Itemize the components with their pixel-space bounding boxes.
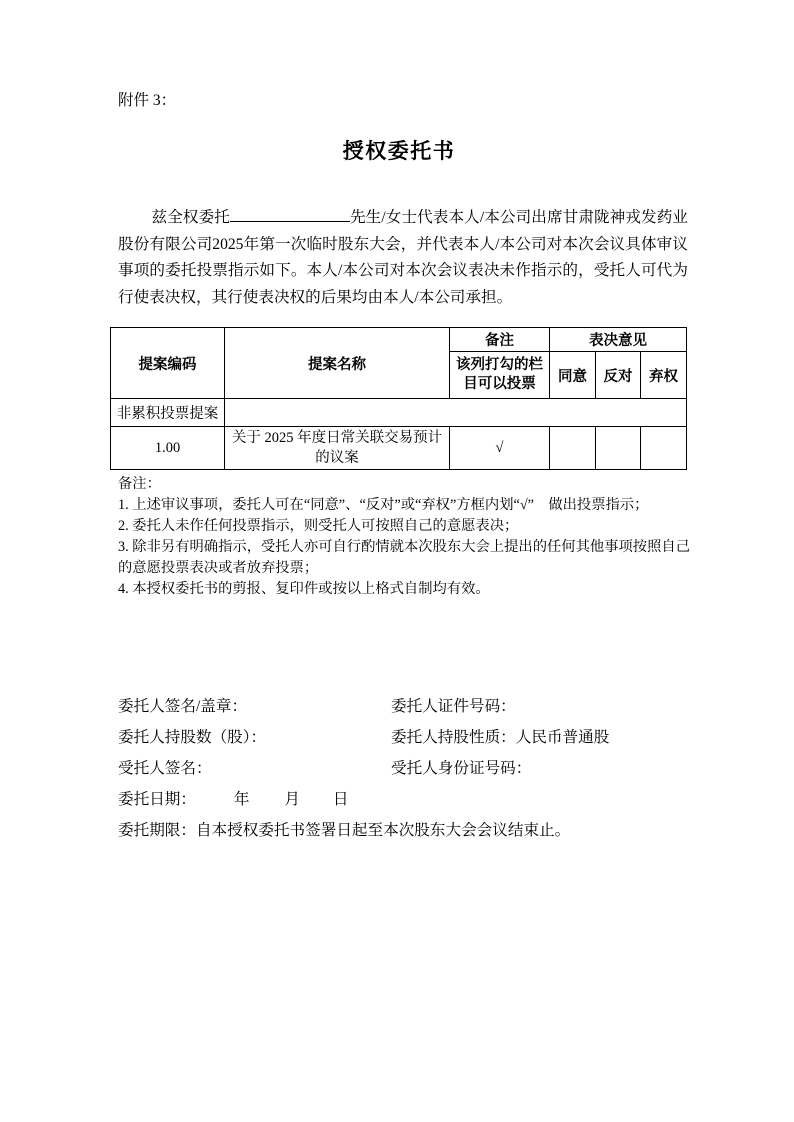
header-proposal-code: 提案编码 <box>111 328 225 399</box>
cell-proposal-name: 关于 2025 年度日常关联交易预计的议案 <box>225 427 450 470</box>
signature-row-2 <box>118 725 688 746</box>
attachment-label: 附件 3： <box>118 92 177 109</box>
proxy-id-number-label: 受托人身份证号码： <box>391 760 532 777</box>
intro-paragraph <box>118 205 688 311</box>
header-vote-opinion: 表决意见 <box>550 328 687 352</box>
header-abstain: 弃权 <box>641 352 687 399</box>
signature-row-3 <box>118 756 688 777</box>
principal-share-type-label: 委托人持股性质：人民币普通股 <box>391 729 610 746</box>
cell-remark-checkmark: √ <box>450 427 550 470</box>
cell-vote-against <box>596 427 641 470</box>
principal-id-number-label: 委托人证件号码： <box>391 698 516 715</box>
cell-proposal-code: 1.00 <box>111 427 225 470</box>
document-content <box>110 90 688 839</box>
signature-section <box>118 694 688 839</box>
intro-text-after-blank: 先生/女士代表本人/本公司出席甘肃陇神戎发药业股份有限公司2025年第一次临时股东大会，并代表本人/本公司对本次会议具体审议事项的委托投票指示如下。本人/本公司对本次会议表决未作指示的，受托人可代为行使表决权，其行使表决权的后果均由本人/本公司承担。 <box>118 209 688 306</box>
proxy-name-blank-line <box>230 206 350 222</box>
date-year-label: 年 <box>233 791 250 808</box>
note-item-1: 1. 上述审议事项，委托人可在“同意”、“反对”或“弃权”方框内划“√” 做出投票指示； <box>118 497 649 513</box>
table-header-row-1 <box>111 328 687 352</box>
proxy-signature-label: 受托人签名： <box>118 760 212 777</box>
intro-text-before-blank: 兹全权委托 <box>151 209 230 226</box>
entrust-date-row <box>118 787 688 808</box>
entrust-date-label: 委托日期： <box>118 791 196 808</box>
date-day-label: 日 <box>332 791 349 808</box>
entrust-term-line: 委托期限：自本授权委托书签署日起至本次股东大会会议结束止。 <box>118 822 571 839</box>
cell-vote-agree <box>550 427 596 470</box>
header-remark-sub: 该列打勾的栏目可以投票 <box>450 352 550 399</box>
principal-signature-label: 委托人签名/盖章： <box>118 698 248 715</box>
header-against: 反对 <box>596 352 641 399</box>
note-item-3: 3. 除非另有明确指示，受托人亦可自行酌情就本次股东大会上提出的任何其他事项按照自己的意愿投票表决或者放弃投票； <box>118 539 690 576</box>
notes-label: 备注： <box>118 476 161 492</box>
section-label-non-cumulative: 非累积投票提案 <box>111 399 225 427</box>
header-proposal-name: 提案名称 <box>225 328 450 399</box>
date-month-label: 月 <box>284 791 301 808</box>
signature-row-1 <box>118 694 688 715</box>
cell-vote-abstain <box>641 427 687 470</box>
voting-instruction-table <box>110 327 687 470</box>
header-remark: 备注 <box>450 328 550 352</box>
table-section-row <box>111 399 687 427</box>
header-agree: 同意 <box>550 352 596 399</box>
notes-section <box>118 474 690 600</box>
note-item-4: 4. 本授权委托书的剪报、复印件或按以上格式自制均有效。 <box>118 581 490 597</box>
document-title: 授权委托书 <box>342 140 456 163</box>
table-row-proposal-1 <box>111 427 687 470</box>
section-row-empty-cell <box>225 399 687 427</box>
principal-shares-held-label: 委托人持股数（股）： <box>118 729 267 746</box>
note-item-2: 2. 委托人未作任何投票指示，则受托人可按照自己的意愿表决； <box>118 518 519 534</box>
